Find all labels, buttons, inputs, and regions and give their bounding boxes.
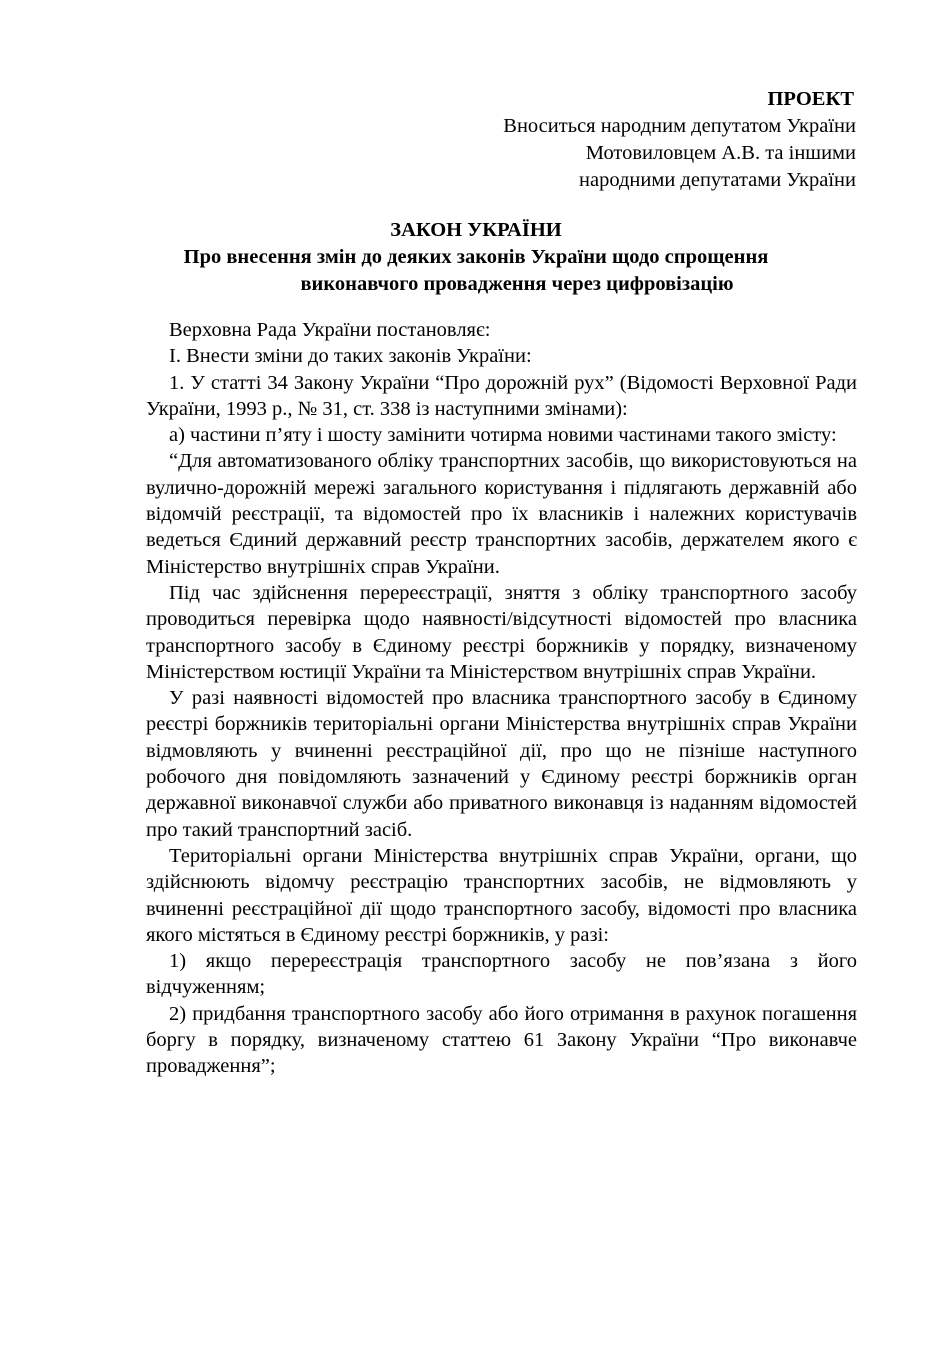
submitter-line-3: народними депутатами України (579, 169, 856, 191)
paragraph-section-1: І. Внести зміни до таких законів України: (169, 345, 532, 368)
document-header (503, 86, 856, 194)
paragraph-quote-4: Територіальні органи Міністерства внутрішніх справ України, органи, що здійснюють відомчу реєстрацію транспортних засобів, не відмовляють у вчиненні реєстраційної дії щодо транспортного засобу, відомості про власника якого містяться в Єдиному реєстрі боржників, у разі: (146, 844, 857, 946)
paragraph-preamble: Верховна Рада України постановляє: (169, 319, 491, 341)
paragraph-quote-1: “Для автоматизованого обліку транспортних засобів, що використовуються на вулично-дорожній мережі загального користування і підлягають державній або відомчій реєстрації, та відомостей про їх власників і належних користувачів ведеться Єдиний державний реєстр транспортних засобів, держателем якого є Міністерство внутрішніх справ України. (146, 450, 857, 578)
draft-stamp: ПРОЕКТ (767, 88, 854, 110)
paragraph-case-1: 1) якщо перереєстрація транспортного засобу не пов’язана з його відчуженням; (146, 950, 857, 999)
law-title: ЗАКОН УКРАЇНИ (390, 219, 562, 241)
paragraph-item-1: 1. У статті 34 Закону України “Про дорожній рух” (Відомості Верховної Ради України, 1993 р., № 31, ст. 338 із наступними змінами): (146, 371, 857, 420)
law-subtitle-line-2: виконавчого провадження через цифровізацію (300, 273, 734, 295)
submitter-line-1: Вноситься народним депутатом України (503, 115, 856, 137)
paragraph-subitem-a: а) частини п’яту і шосту замінити чотирма новими частинами такого змісту: (169, 424, 837, 447)
law-subtitle-line-1: Про внесення змін до деяких законів України щодо спрощення (183, 246, 769, 268)
law-title-block (96, 217, 856, 298)
paragraph-quote-2: Під час здійснення перереєстрації, зняття з обліку транспортного засобу проводиться перевірка щодо наявності/відсутності відомостей про власника транспортного засобу в Єдиному реєстрі боржників у порядку, визначеному Міністерством юстиції України та Міністерством внутрішніх справ України. (146, 581, 857, 683)
submitter-line-2: Мотовиловцем А.В. та іншими (585, 142, 856, 164)
law-body (146, 317, 857, 1080)
paragraph-case-2: 2) придбання транспортного засобу або його отримання в рахунок погашення боргу в порядку, визначеному статтею 61 Закону України “Про виконавче провадження”; (146, 1002, 857, 1078)
paragraph-quote-3: У разі наявності відомостей про власника транспортного засобу в Єдиному реєстрі боржників територіальні органи Міністерства внутрішніх справ України відмовляють у вчиненні реєстраційної дії, про що не пізніше наступного робочого дня повідомляють зазначений у Єдиному реєстрі боржників орган державної виконавчої служби або приватного виконавця із наданням відомостей про такий транспортний засіб. (146, 687, 857, 841)
